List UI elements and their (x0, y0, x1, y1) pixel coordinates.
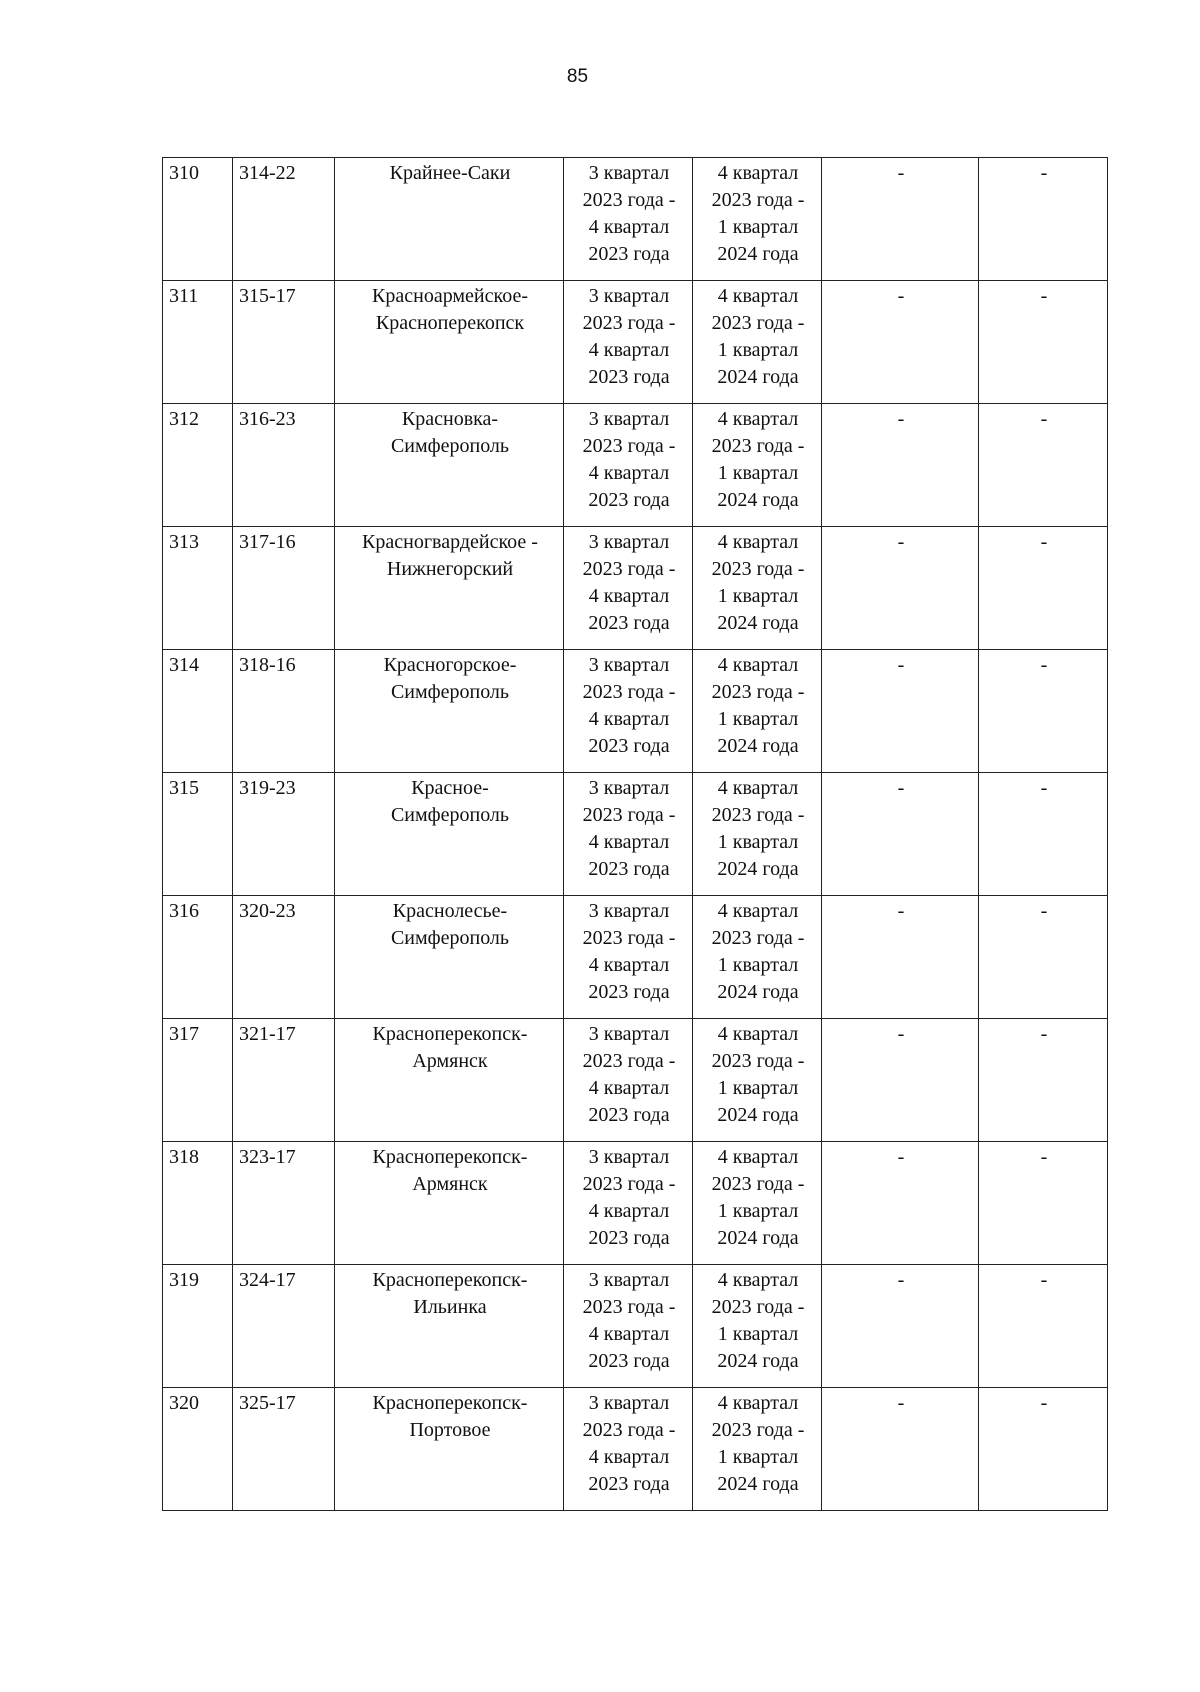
column-6-cell (822, 1388, 979, 1511)
start-period-line: 3 квартал (588, 1023, 670, 1045)
start-period-line: 2023 года - (582, 312, 676, 334)
start-period-line: 3 квартал (588, 162, 670, 184)
start-period-line: 2023 года - (582, 1296, 676, 1318)
object-code: 325-17 (239, 1392, 296, 1414)
start-period-line: 4 квартал (588, 216, 670, 238)
object-code: 318-16 (239, 654, 296, 676)
registry-table-body (163, 158, 1108, 1511)
object-name-line: Симферополь (390, 804, 510, 826)
object-name-line: Краснолесье- (392, 900, 508, 922)
start-period-line: 2023 года (588, 489, 670, 511)
table-row (163, 158, 1108, 281)
registry-table (162, 157, 1108, 1511)
start-period-line: 2023 года (588, 243, 670, 265)
object-name-line: Красноперекопск- (372, 1146, 528, 1168)
row-number-cell (163, 404, 233, 527)
end-period-cell (693, 773, 822, 896)
object-code-cell (233, 1265, 335, 1388)
object-name-line: Красновка- (401, 408, 499, 430)
start-period-line: 2023 года (588, 1473, 670, 1495)
table-row (163, 650, 1108, 773)
start-period-line: 2023 года (588, 981, 670, 1003)
end-period-line: 1 квартал (717, 339, 799, 361)
start-period-line: 2023 года - (582, 435, 676, 457)
object-name-cell (335, 404, 564, 527)
object-name-cell (335, 1142, 564, 1265)
end-period-line: 4 квартал (717, 1269, 799, 1291)
column-6-cell (822, 650, 979, 773)
table-row (163, 896, 1108, 1019)
end-period-line: 2023 года - (711, 804, 805, 826)
row-number: 315 (169, 777, 199, 799)
start-period-cell (564, 896, 693, 1019)
column-7-cell (979, 281, 1108, 404)
start-period-line: 2023 года (588, 1104, 670, 1126)
object-code: 323-17 (239, 1146, 296, 1168)
start-period-line: 3 квартал (588, 408, 670, 430)
object-name-line: Симферополь (390, 435, 510, 457)
column-6-cell (822, 1265, 979, 1388)
start-period-line: 4 квартал (588, 1200, 670, 1222)
object-code-cell (233, 158, 335, 281)
row-number: 314 (169, 654, 199, 676)
column-7-value: - (1040, 777, 1048, 799)
start-period-line: 2023 года - (582, 558, 676, 580)
end-period-line: 2024 года (717, 1227, 799, 1249)
start-period-cell (564, 281, 693, 404)
row-number-cell (163, 650, 233, 773)
end-period-line: 4 квартал (717, 1392, 799, 1414)
start-period-line: 2023 года - (582, 681, 676, 703)
row-number: 316 (169, 900, 199, 922)
column-7-value: - (1040, 1392, 1048, 1414)
column-6-value: - (897, 162, 905, 184)
column-7-cell (979, 896, 1108, 1019)
end-period-line: 4 квартал (717, 900, 799, 922)
object-name-cell (335, 1265, 564, 1388)
object-code: 320-23 (239, 900, 296, 922)
object-code: 324-17 (239, 1269, 296, 1291)
start-period-line: 4 квартал (588, 831, 670, 853)
object-code-cell (233, 773, 335, 896)
end-period-line: 2023 года - (711, 927, 805, 949)
end-period-line: 4 квартал (717, 285, 799, 307)
object-code: 317-16 (239, 531, 296, 553)
end-period-line: 2023 года - (711, 1419, 805, 1441)
table-row (163, 773, 1108, 896)
end-period-line: 2023 года - (711, 435, 805, 457)
object-name-line: Армянск (412, 1173, 488, 1195)
start-period-line: 2023 года (588, 1350, 670, 1372)
column-6-value: - (897, 654, 905, 676)
object-name-cell (335, 158, 564, 281)
row-number: 313 (169, 531, 199, 553)
object-code: 314-22 (239, 162, 296, 184)
end-period-line: 1 квартал (717, 1200, 799, 1222)
end-period-line: 1 квартал (717, 831, 799, 853)
start-period-line: 2023 года - (582, 1173, 676, 1195)
object-name-line: Нижнегорский (386, 558, 514, 580)
row-number-cell (163, 1019, 233, 1142)
end-period-line: 4 квартал (717, 408, 799, 430)
end-period-line: 2024 года (717, 243, 799, 265)
end-period-cell (693, 1388, 822, 1511)
row-number: 318 (169, 1146, 199, 1168)
page-number: 85 (566, 66, 589, 87)
start-period-line: 2023 года - (582, 1050, 676, 1072)
object-code-cell (233, 1142, 335, 1265)
start-period-line: 2023 года (588, 612, 670, 634)
column-6-value: - (897, 1269, 905, 1291)
end-period-line: 2023 года - (711, 1296, 805, 1318)
start-period-line: 4 квартал (588, 708, 670, 730)
start-period-line: 4 квартал (588, 1323, 670, 1345)
start-period-cell (564, 650, 693, 773)
start-period-line: 3 квартал (588, 900, 670, 922)
end-period-cell (693, 158, 822, 281)
end-period-line: 1 квартал (717, 708, 799, 730)
start-period-line: 2023 года (588, 858, 670, 880)
start-period-cell (564, 1142, 693, 1265)
row-number: 319 (169, 1269, 199, 1291)
end-period-line: 2024 года (717, 858, 799, 880)
row-number-cell (163, 1388, 233, 1511)
start-period-line: 4 квартал (588, 339, 670, 361)
column-7-value: - (1040, 1269, 1048, 1291)
end-period-line: 2024 года (717, 1473, 799, 1495)
column-7-value: - (1040, 1023, 1048, 1045)
object-name-line: Красноперекопск- (372, 1392, 528, 1414)
end-period-line: 2023 года - (711, 312, 805, 334)
start-period-cell (564, 1019, 693, 1142)
end-period-line: 2024 года (717, 612, 799, 634)
start-period-line: 4 квартал (588, 954, 670, 976)
column-7-cell (979, 1142, 1108, 1265)
end-period-line: 4 квартал (717, 531, 799, 553)
table-row (163, 1019, 1108, 1142)
end-period-cell (693, 527, 822, 650)
row-number: 312 (169, 408, 199, 430)
column-6-cell (822, 158, 979, 281)
end-period-line: 4 квартал (717, 1023, 799, 1045)
end-period-line: 2023 года - (711, 1173, 805, 1195)
end-period-line: 2023 года - (711, 189, 805, 211)
end-period-line: 2024 года (717, 366, 799, 388)
end-period-line: 1 квартал (717, 1077, 799, 1099)
row-number-cell (163, 773, 233, 896)
object-name-line: Симферополь (390, 681, 510, 703)
column-6-value: - (897, 1392, 905, 1414)
table-row (163, 281, 1108, 404)
end-period-cell (693, 650, 822, 773)
row-number: 310 (169, 162, 199, 184)
end-period-line: 2024 года (717, 1104, 799, 1126)
start-period-line: 4 квартал (588, 462, 670, 484)
end-period-line: 1 квартал (717, 216, 799, 238)
column-6-cell (822, 1019, 979, 1142)
column-6-value: - (897, 900, 905, 922)
end-period-line: 2024 года (717, 735, 799, 757)
object-name-line: Красноперекопск- (372, 1269, 528, 1291)
object-name-line: Симферополь (390, 927, 510, 949)
start-period-line: 4 квартал (588, 1446, 670, 1468)
start-period-line: 3 квартал (588, 1269, 670, 1291)
object-code-cell (233, 527, 335, 650)
column-6-value: - (897, 1023, 905, 1045)
row-number: 320 (169, 1392, 199, 1414)
object-name-line: Красноперекопск (375, 312, 525, 334)
end-period-line: 1 квартал (717, 954, 799, 976)
end-period-line: 2024 года (717, 489, 799, 511)
column-7-cell (979, 158, 1108, 281)
end-period-line: 2023 года - (711, 558, 805, 580)
object-code-cell (233, 404, 335, 527)
object-name-line: Крайнее-Саки (389, 162, 511, 184)
start-period-line: 2023 года (588, 366, 670, 388)
table-row (163, 527, 1108, 650)
row-number-cell (163, 896, 233, 1019)
object-name-line: Красноармейское- (372, 285, 528, 307)
start-period-line: 2023 года - (582, 927, 676, 949)
start-period-line: 2023 года (588, 1227, 670, 1249)
column-7-cell (979, 527, 1108, 650)
start-period-line: 3 квартал (588, 1392, 670, 1414)
column-6-cell (822, 896, 979, 1019)
column-6-value: - (897, 408, 905, 430)
object-name-line: Портовое (409, 1419, 491, 1441)
row-number: 311 (169, 285, 199, 307)
object-name-cell (335, 1019, 564, 1142)
column-7-cell (979, 1265, 1108, 1388)
end-period-cell (693, 281, 822, 404)
start-period-cell (564, 1265, 693, 1388)
row-number-cell (163, 1265, 233, 1388)
row-number-cell (163, 158, 233, 281)
object-name-line: Красногвардейское - (362, 531, 538, 553)
table-row (163, 1142, 1108, 1265)
start-period-cell (564, 404, 693, 527)
column-6-value: - (897, 1146, 905, 1168)
object-name-line: Красноперекопск- (372, 1023, 528, 1045)
row-number-cell (163, 1142, 233, 1265)
column-6-cell (822, 281, 979, 404)
end-period-line: 1 квартал (717, 1446, 799, 1468)
end-period-line: 4 квартал (717, 1146, 799, 1168)
object-code-cell (233, 1388, 335, 1511)
object-code-cell (233, 1019, 335, 1142)
end-period-line: 1 квартал (717, 1323, 799, 1345)
end-period-line: 4 квартал (717, 162, 799, 184)
start-period-line: 3 квартал (588, 654, 670, 676)
object-code: 319-23 (239, 777, 296, 799)
end-period-line: 4 квартал (717, 777, 799, 799)
column-7-cell (979, 773, 1108, 896)
row-number: 317 (169, 1023, 199, 1045)
column-7-value: - (1040, 1146, 1048, 1168)
start-period-line: 3 квартал (588, 531, 670, 553)
row-number-cell (163, 527, 233, 650)
column-6-value: - (897, 285, 905, 307)
column-7-value: - (1040, 900, 1048, 922)
end-period-line: 4 квартал (717, 654, 799, 676)
object-name-cell (335, 773, 564, 896)
end-period-cell (693, 896, 822, 1019)
start-period-line: 3 квартал (588, 777, 670, 799)
start-period-line: 3 квартал (588, 285, 670, 307)
table-row (163, 1265, 1108, 1388)
column-6-value: - (897, 777, 905, 799)
start-period-line: 3 квартал (588, 1146, 670, 1168)
object-code-cell (233, 650, 335, 773)
column-6-cell (822, 773, 979, 896)
object-code-cell (233, 896, 335, 1019)
column-7-value: - (1040, 408, 1048, 430)
end-period-line: 1 квартал (717, 462, 799, 484)
object-code: 315-17 (239, 285, 296, 307)
start-period-line: 2023 года - (582, 189, 676, 211)
end-period-cell (693, 1142, 822, 1265)
column-6-cell (822, 1142, 979, 1265)
end-period-cell (693, 404, 822, 527)
start-period-cell (564, 1388, 693, 1511)
column-7-value: - (1040, 285, 1048, 307)
object-name-line: Армянск (412, 1050, 488, 1072)
start-period-line: 4 квартал (588, 1077, 670, 1099)
start-period-line: 4 квартал (588, 585, 670, 607)
end-period-line: 2024 года (717, 981, 799, 1003)
end-period-line: 2023 года - (711, 1050, 805, 1072)
column-6-cell (822, 527, 979, 650)
object-name-line: Ильинка (413, 1296, 487, 1318)
table-row (163, 1388, 1108, 1511)
end-period-line: 1 квартал (717, 585, 799, 607)
column-7-cell (979, 1019, 1108, 1142)
column-7-value: - (1040, 531, 1048, 553)
start-period-line: 2023 года (588, 735, 670, 757)
object-name-cell (335, 281, 564, 404)
column-7-value: - (1040, 162, 1048, 184)
object-code: 321-17 (239, 1023, 296, 1045)
column-7-cell (979, 404, 1108, 527)
column-7-cell (979, 1388, 1108, 1511)
column-7-cell (979, 650, 1108, 773)
object-name-cell (335, 1388, 564, 1511)
object-name-line: Красногорское- (383, 654, 517, 676)
column-7-value: - (1040, 654, 1048, 676)
object-name-cell (335, 527, 564, 650)
object-name-cell (335, 896, 564, 1019)
object-code: 316-23 (239, 408, 296, 430)
table-row (163, 404, 1108, 527)
column-6-cell (822, 404, 979, 527)
start-period-line: 2023 года - (582, 1419, 676, 1441)
object-name-cell (335, 650, 564, 773)
object-code-cell (233, 281, 335, 404)
column-6-value: - (897, 531, 905, 553)
end-period-cell (693, 1265, 822, 1388)
object-name-line: Красное- (411, 777, 489, 799)
end-period-line: 2023 года - (711, 681, 805, 703)
end-period-line: 2024 года (717, 1350, 799, 1372)
start-period-cell (564, 773, 693, 896)
end-period-cell (693, 1019, 822, 1142)
row-number-cell (163, 281, 233, 404)
start-period-line: 2023 года - (582, 804, 676, 826)
start-period-cell (564, 158, 693, 281)
start-period-cell (564, 527, 693, 650)
